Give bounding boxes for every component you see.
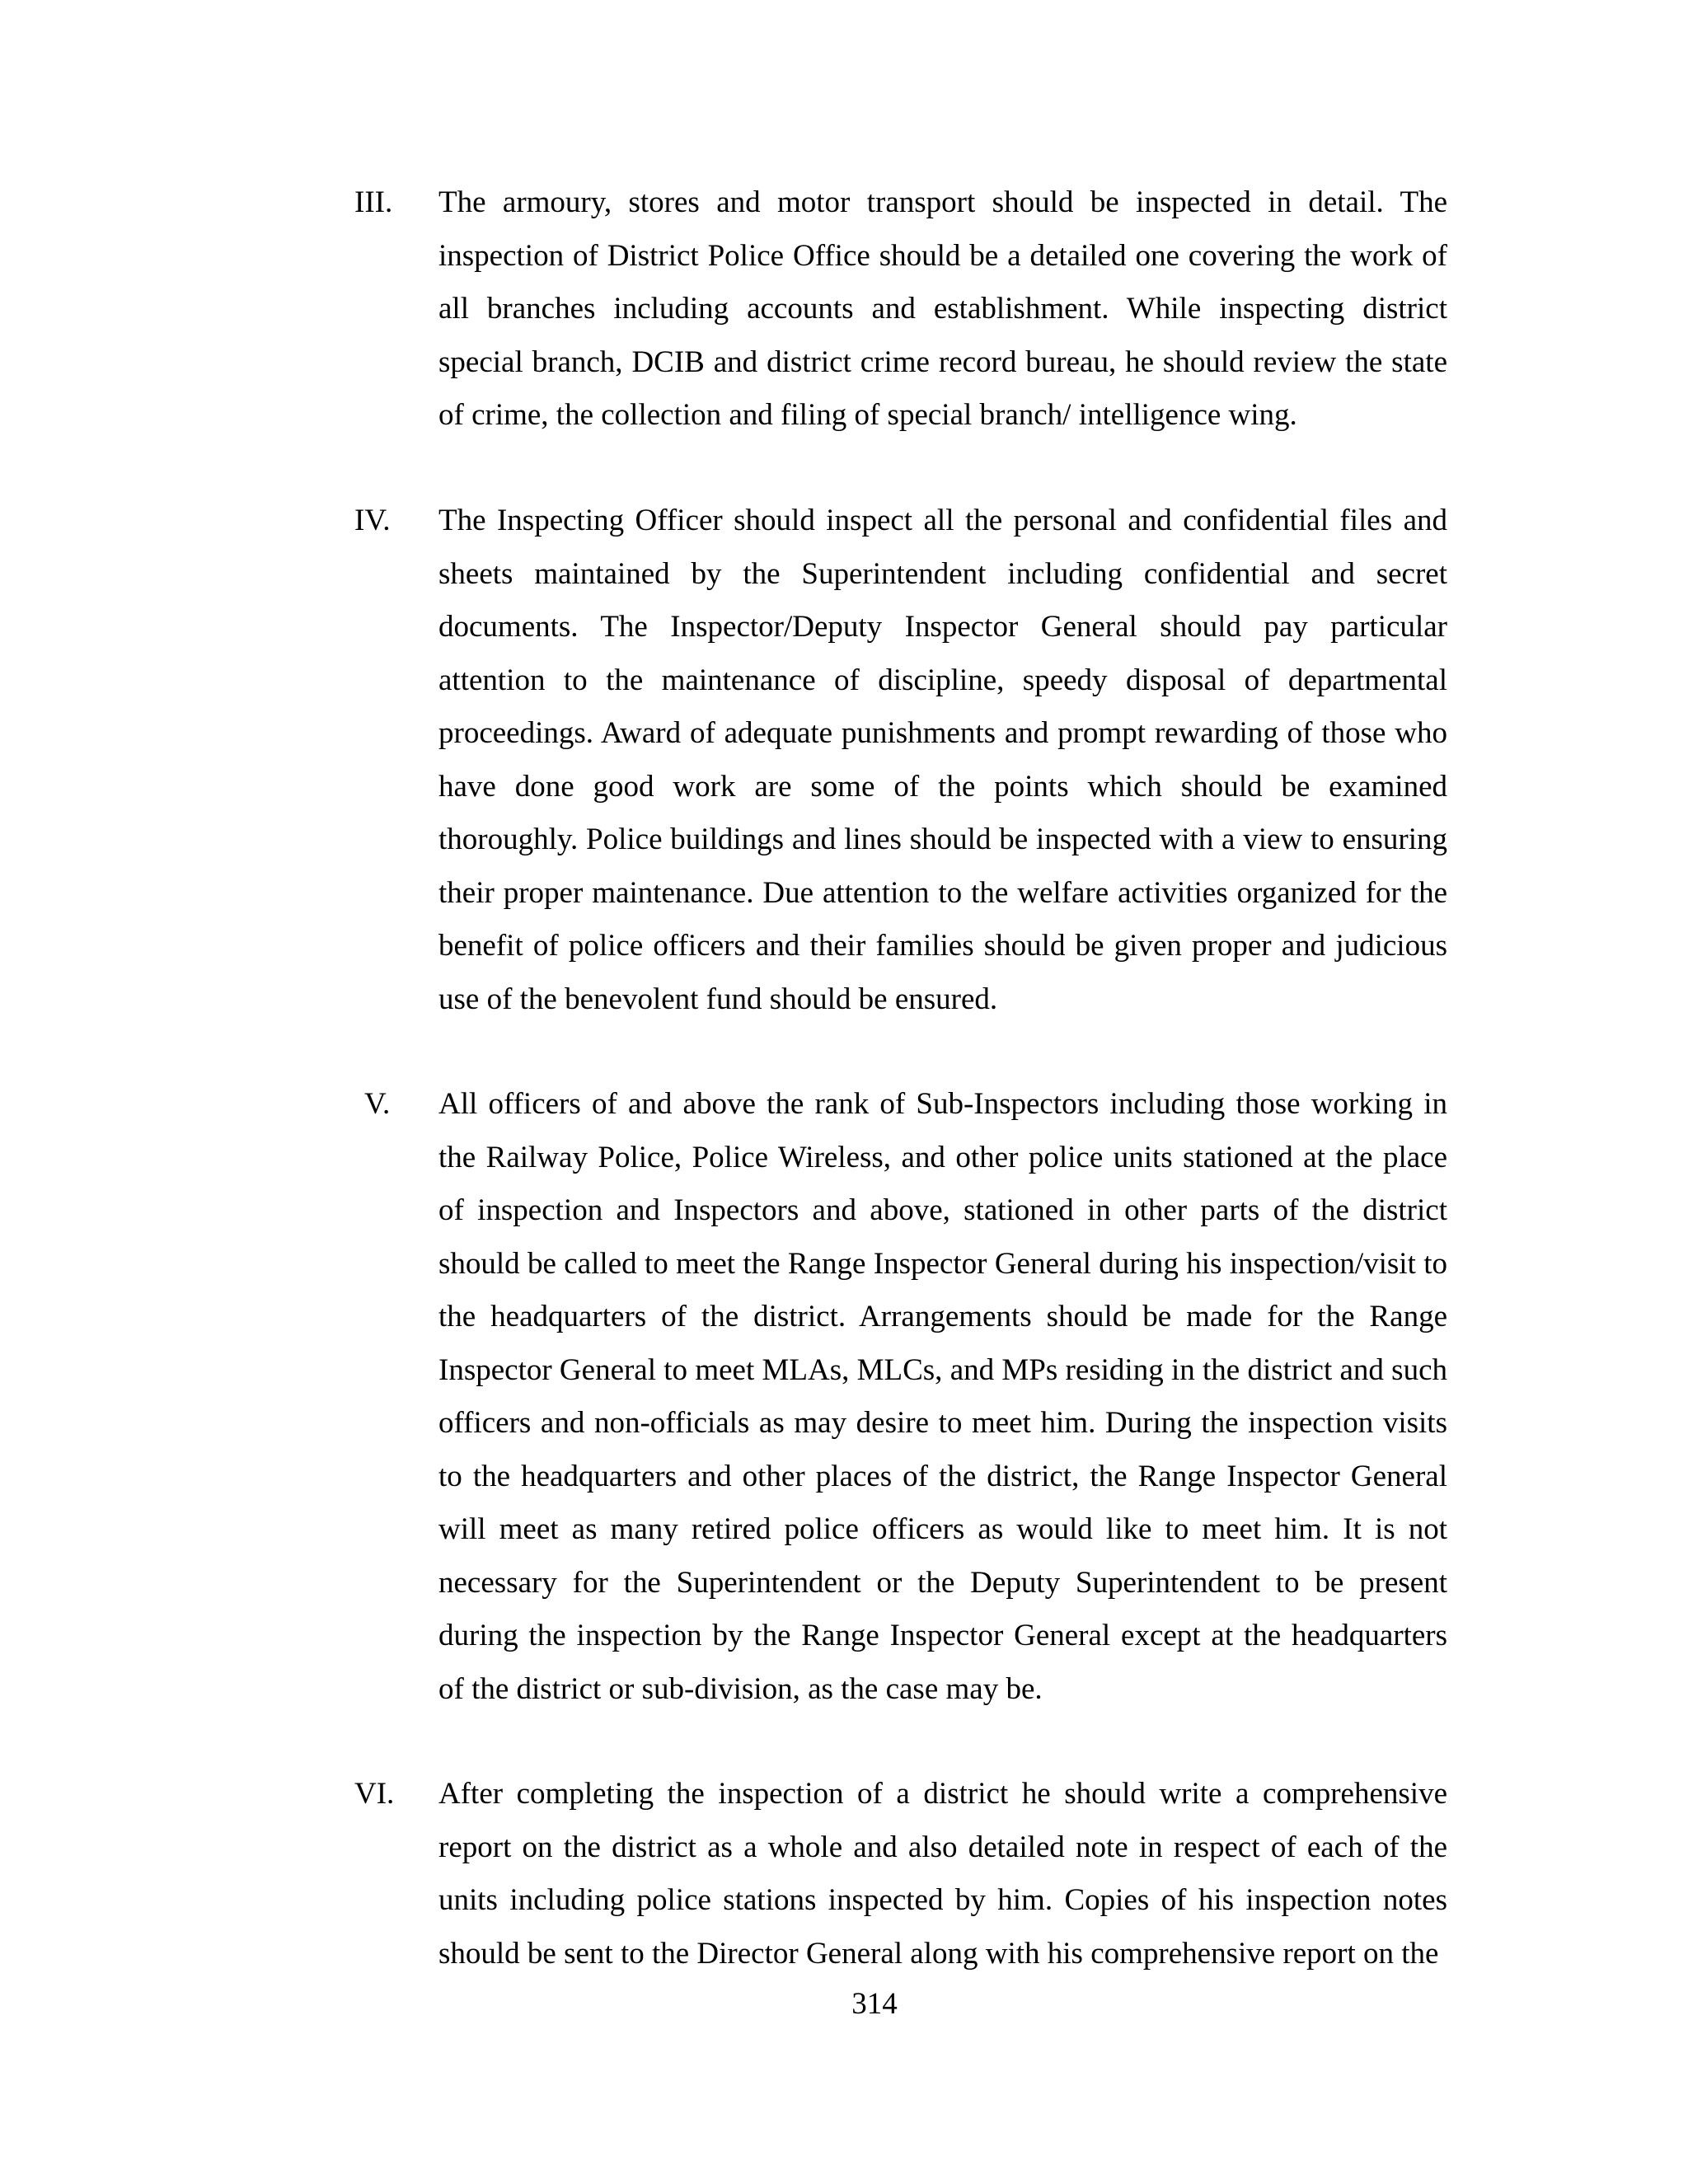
paragraph-text: All officers of and above the rank of Sub-Inspectors including those working in the Railway Police, Police Wireless, and other police units stationed at the place of inspection and Inspectors and above, stationed in other parts of the district should be called to meet the Range Inspector General during his inspection/visit to the headquarters of the district. Arrangements should be made for the Range Inspector General to meet MLAs, MLCs, and MPs residing in the district and such officers and non-officials as may desire to meet him. During the inspection visits to the headquarters and other places of the district, the Range Inspector General will meet as many retired police officers as would like to meet him. It is not necessary for the Superintendent or the Deputy Superintendent to be present during the inspection by the Range Inspector General except at the headquarters of the district or sub-division, as the case may be. <box>438 1087 1447 1706</box>
paragraph-numeral: III. <box>354 185 393 219</box>
paragraph-text: The armoury, stores and motor transport should be inspected in detail. The inspection of District Police Office should be a detailed one covering the work of all branches including accounts and establishment. While inspecting district special branch, DCIB and district crime record bureau, he should review the state of crime, the collection and filing of special branch/ intelligence wing. <box>438 185 1447 432</box>
paragraph-numeral: V. <box>364 1087 391 1121</box>
page-number: 314 <box>851 1987 898 2021</box>
paragraph-numeral: IV. <box>354 504 391 537</box>
paragraph-text: After completing the inspection of a district he should write a comprehensive report on the district as a whole and also detailed note in respect of each of the units including police stations inspected by him. Copies of his inspection notes should be sent to the Director General along with his comprehensive report on the <box>438 1777 1447 1971</box>
paragraph-numeral: VI. <box>354 1777 395 1811</box>
paragraph-text: The Inspecting Officer should inspect all the personal and confidential files and sheets maintained by the Superintendent including confidential and secret documents. The Inspector/Deputy Inspector General should pay particular attention to the maintenance of discipline, speedy disposal of departmental proceedings. Award of adequate punishments and prompt rewarding of those who have done good work are some of the points which should be examined thoroughly. Police buildings and lines should be inspected with a view to ensuring their proper maintenance. Due attention to the welfare activities organized for the benefit of police officers and their families should be given proper and judicious use of the benevolent fund should be ensured. <box>438 504 1447 1016</box>
